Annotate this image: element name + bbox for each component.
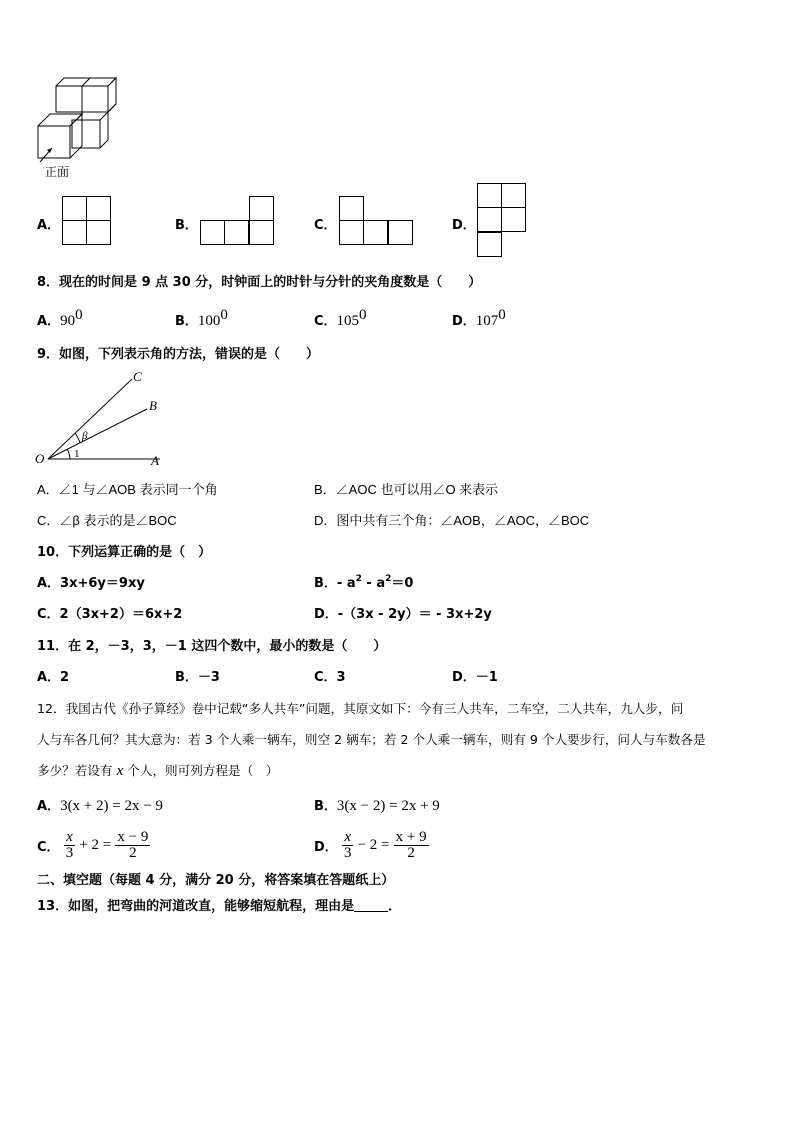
q10-b-mid: - a bbox=[361, 576, 386, 591]
q13-stem-pre: 13．如图，把弯曲的河道改直，能够缩短航程，理由是 bbox=[37, 899, 355, 914]
q11-option-a[interactable]: A．2 bbox=[37, 670, 70, 685]
q8-option-b-sup: 0 bbox=[220, 307, 228, 323]
q12-c-mid: + 2 = bbox=[79, 837, 112, 853]
q12-line3-pre: 多少？若设有 bbox=[37, 763, 117, 778]
q12-d-num1: x bbox=[342, 830, 354, 846]
q12-c-frac2 bbox=[115, 830, 150, 861]
q10-option-d[interactable]: D．-（3x - 2y）＝ - 3x+2y bbox=[314, 607, 492, 622]
label-o: O bbox=[35, 451, 45, 466]
q12-c-den1: 3 bbox=[65, 845, 74, 861]
q8-option-a-value: 90 bbox=[60, 313, 76, 329]
q12-stem-line1: 12．我国古代《孙子算经》卷中记载“多人共车”问题，其原文如下：今有三人共车，二车空，二人共车，九人步，问 bbox=[37, 701, 684, 716]
q12-d-num2: x + 9 bbox=[395, 829, 427, 845]
cube-stack-drawing bbox=[36, 76, 126, 166]
q8-option-a-sup: 0 bbox=[75, 307, 83, 323]
q9-stem: 9．如图，下列表示角的方法，错误的是（ ） bbox=[37, 347, 320, 362]
q12-line3-post: 个人，则可列方程是（ ） bbox=[123, 763, 279, 778]
q11-option-b[interactable]: B．－3 bbox=[175, 670, 220, 685]
q12-d-den2: 2 bbox=[407, 845, 415, 861]
q12-option-b-label: B． bbox=[314, 799, 337, 814]
grid-l-left-shape bbox=[339, 196, 415, 246]
front-label: 正面 bbox=[45, 165, 70, 179]
section-2-title: 二、填空题（每题 4 分，满分 20 分，将答案填在答题纸上） bbox=[37, 873, 395, 888]
q13-stem-post: ． bbox=[388, 899, 402, 914]
q8-option-a[interactable] bbox=[37, 307, 83, 330]
q8-option-a-label: A． bbox=[37, 314, 61, 329]
q12-option-c[interactable] bbox=[37, 830, 150, 861]
q8-option-c-label: C． bbox=[314, 314, 337, 329]
q10-b-sup1: 2 bbox=[355, 574, 362, 584]
q8-option-c-value: 105 bbox=[336, 313, 360, 329]
q12-stem-line2: 人与车各几何？其大意为：若 3 个人乘一辆车，则空 2 辆车；若 2 个人乘一辆车，则有 9 个人要步行，问人与车数各是 bbox=[37, 732, 706, 747]
q7-cube-figure bbox=[36, 76, 126, 166]
q7-option-c-label[interactable]: C． bbox=[314, 218, 337, 233]
label-beta: β bbox=[82, 430, 88, 442]
q7-option-d-label[interactable]: D． bbox=[452, 218, 476, 233]
q8-option-b[interactable] bbox=[175, 307, 228, 330]
q11-stem: 11．在 2，－3，3，－1 这四个数中，最小的数是（ ） bbox=[37, 639, 387, 654]
angle-diagram bbox=[34, 367, 166, 467]
q12-d-mid: − 2 = bbox=[357, 837, 390, 853]
q11-option-d[interactable]: D．－1 bbox=[452, 670, 498, 685]
q10-option-b[interactable] bbox=[314, 572, 413, 591]
label-angle-1: 1 bbox=[74, 448, 80, 460]
grid-vertical-shape bbox=[477, 183, 529, 259]
q8-option-c-sup: 0 bbox=[359, 307, 367, 323]
q9-option-d[interactable]: D．图中共有三个角：∠AOB，∠AOC，∠BOC bbox=[314, 513, 590, 528]
q8-option-b-label: B． bbox=[175, 314, 198, 329]
grid-2x2-shape bbox=[62, 196, 112, 246]
q8-option-c[interactable] bbox=[314, 307, 367, 330]
q13-answer-blank[interactable] bbox=[354, 899, 388, 912]
q7-option-b-shape[interactable] bbox=[200, 196, 276, 250]
q9-option-a[interactable]: A．∠1 与∠AOB 表示同一个角 bbox=[37, 482, 218, 497]
label-c: C bbox=[133, 369, 142, 384]
q12-c-num1: x bbox=[64, 830, 76, 846]
q12-option-a[interactable] bbox=[37, 795, 163, 815]
label-b: B bbox=[149, 398, 157, 413]
q9-option-b[interactable]: B．∠AOC 也可以用∠O 来表示 bbox=[314, 482, 499, 497]
q10-option-c[interactable]: C．2（3x+2）＝6x+2 bbox=[37, 607, 183, 622]
q12-option-b-expr: 3(x − 2) = 2x + 9 bbox=[336, 798, 440, 814]
q12-option-c-label: C． bbox=[37, 840, 60, 855]
q12-option-b[interactable] bbox=[314, 795, 440, 815]
q12-stem-line3 bbox=[37, 760, 278, 780]
q11-option-c[interactable]: C．3 bbox=[314, 670, 346, 685]
q10-b-prefix: B．- a bbox=[314, 576, 356, 591]
q8-option-d[interactable] bbox=[452, 307, 506, 330]
q13-stem bbox=[37, 895, 401, 914]
q12-option-a-label: A． bbox=[37, 799, 61, 814]
q8-option-d-label: D． bbox=[452, 314, 476, 329]
q12-d-frac1 bbox=[342, 830, 354, 861]
q8-option-b-value: 100 bbox=[197, 313, 221, 329]
q8-option-d-sup: 0 bbox=[498, 307, 506, 323]
q8-stem: 8．现在的时间是 9 点 30 分，时钟面上的时针与分针的夹角度数是（ ） bbox=[37, 275, 482, 290]
q12-d-den1: 3 bbox=[343, 845, 352, 861]
q10-b-sup2: 2 bbox=[385, 574, 392, 584]
q12-c-num2: x − 9 bbox=[117, 829, 149, 845]
q12-option-d-label: D． bbox=[314, 840, 338, 855]
q10-stem: 10．下列运算正确的是（ ） bbox=[37, 545, 212, 560]
q12-c-den2: 2 bbox=[129, 845, 137, 861]
q12-option-d[interactable] bbox=[314, 830, 429, 861]
grid-l-right-shape bbox=[200, 196, 276, 246]
q7-option-a-label[interactable]: A． bbox=[37, 218, 61, 233]
q12-option-a-expr: 3(x + 2) = 2x − 9 bbox=[60, 798, 163, 814]
q7-option-a-shape[interactable] bbox=[62, 196, 112, 250]
q8-option-d-value: 107 bbox=[475, 313, 499, 329]
q9-angle-figure bbox=[34, 367, 166, 467]
q7-option-d-shape[interactable] bbox=[477, 183, 529, 263]
q10-option-a[interactable]: A．3x+6y＝9xy bbox=[37, 576, 145, 591]
label-a: A bbox=[151, 453, 159, 467]
q9-option-c[interactable]: C．∠β 表示的是∠BOC bbox=[37, 513, 177, 528]
q12-c-frac1 bbox=[64, 830, 76, 861]
q12-var-x: x bbox=[116, 763, 124, 779]
q7-option-b-label[interactable]: B． bbox=[175, 218, 198, 233]
q12-d-frac2 bbox=[394, 830, 429, 861]
q10-b-suffix: ＝0 bbox=[391, 576, 414, 591]
q7-option-c-shape[interactable] bbox=[339, 196, 415, 250]
